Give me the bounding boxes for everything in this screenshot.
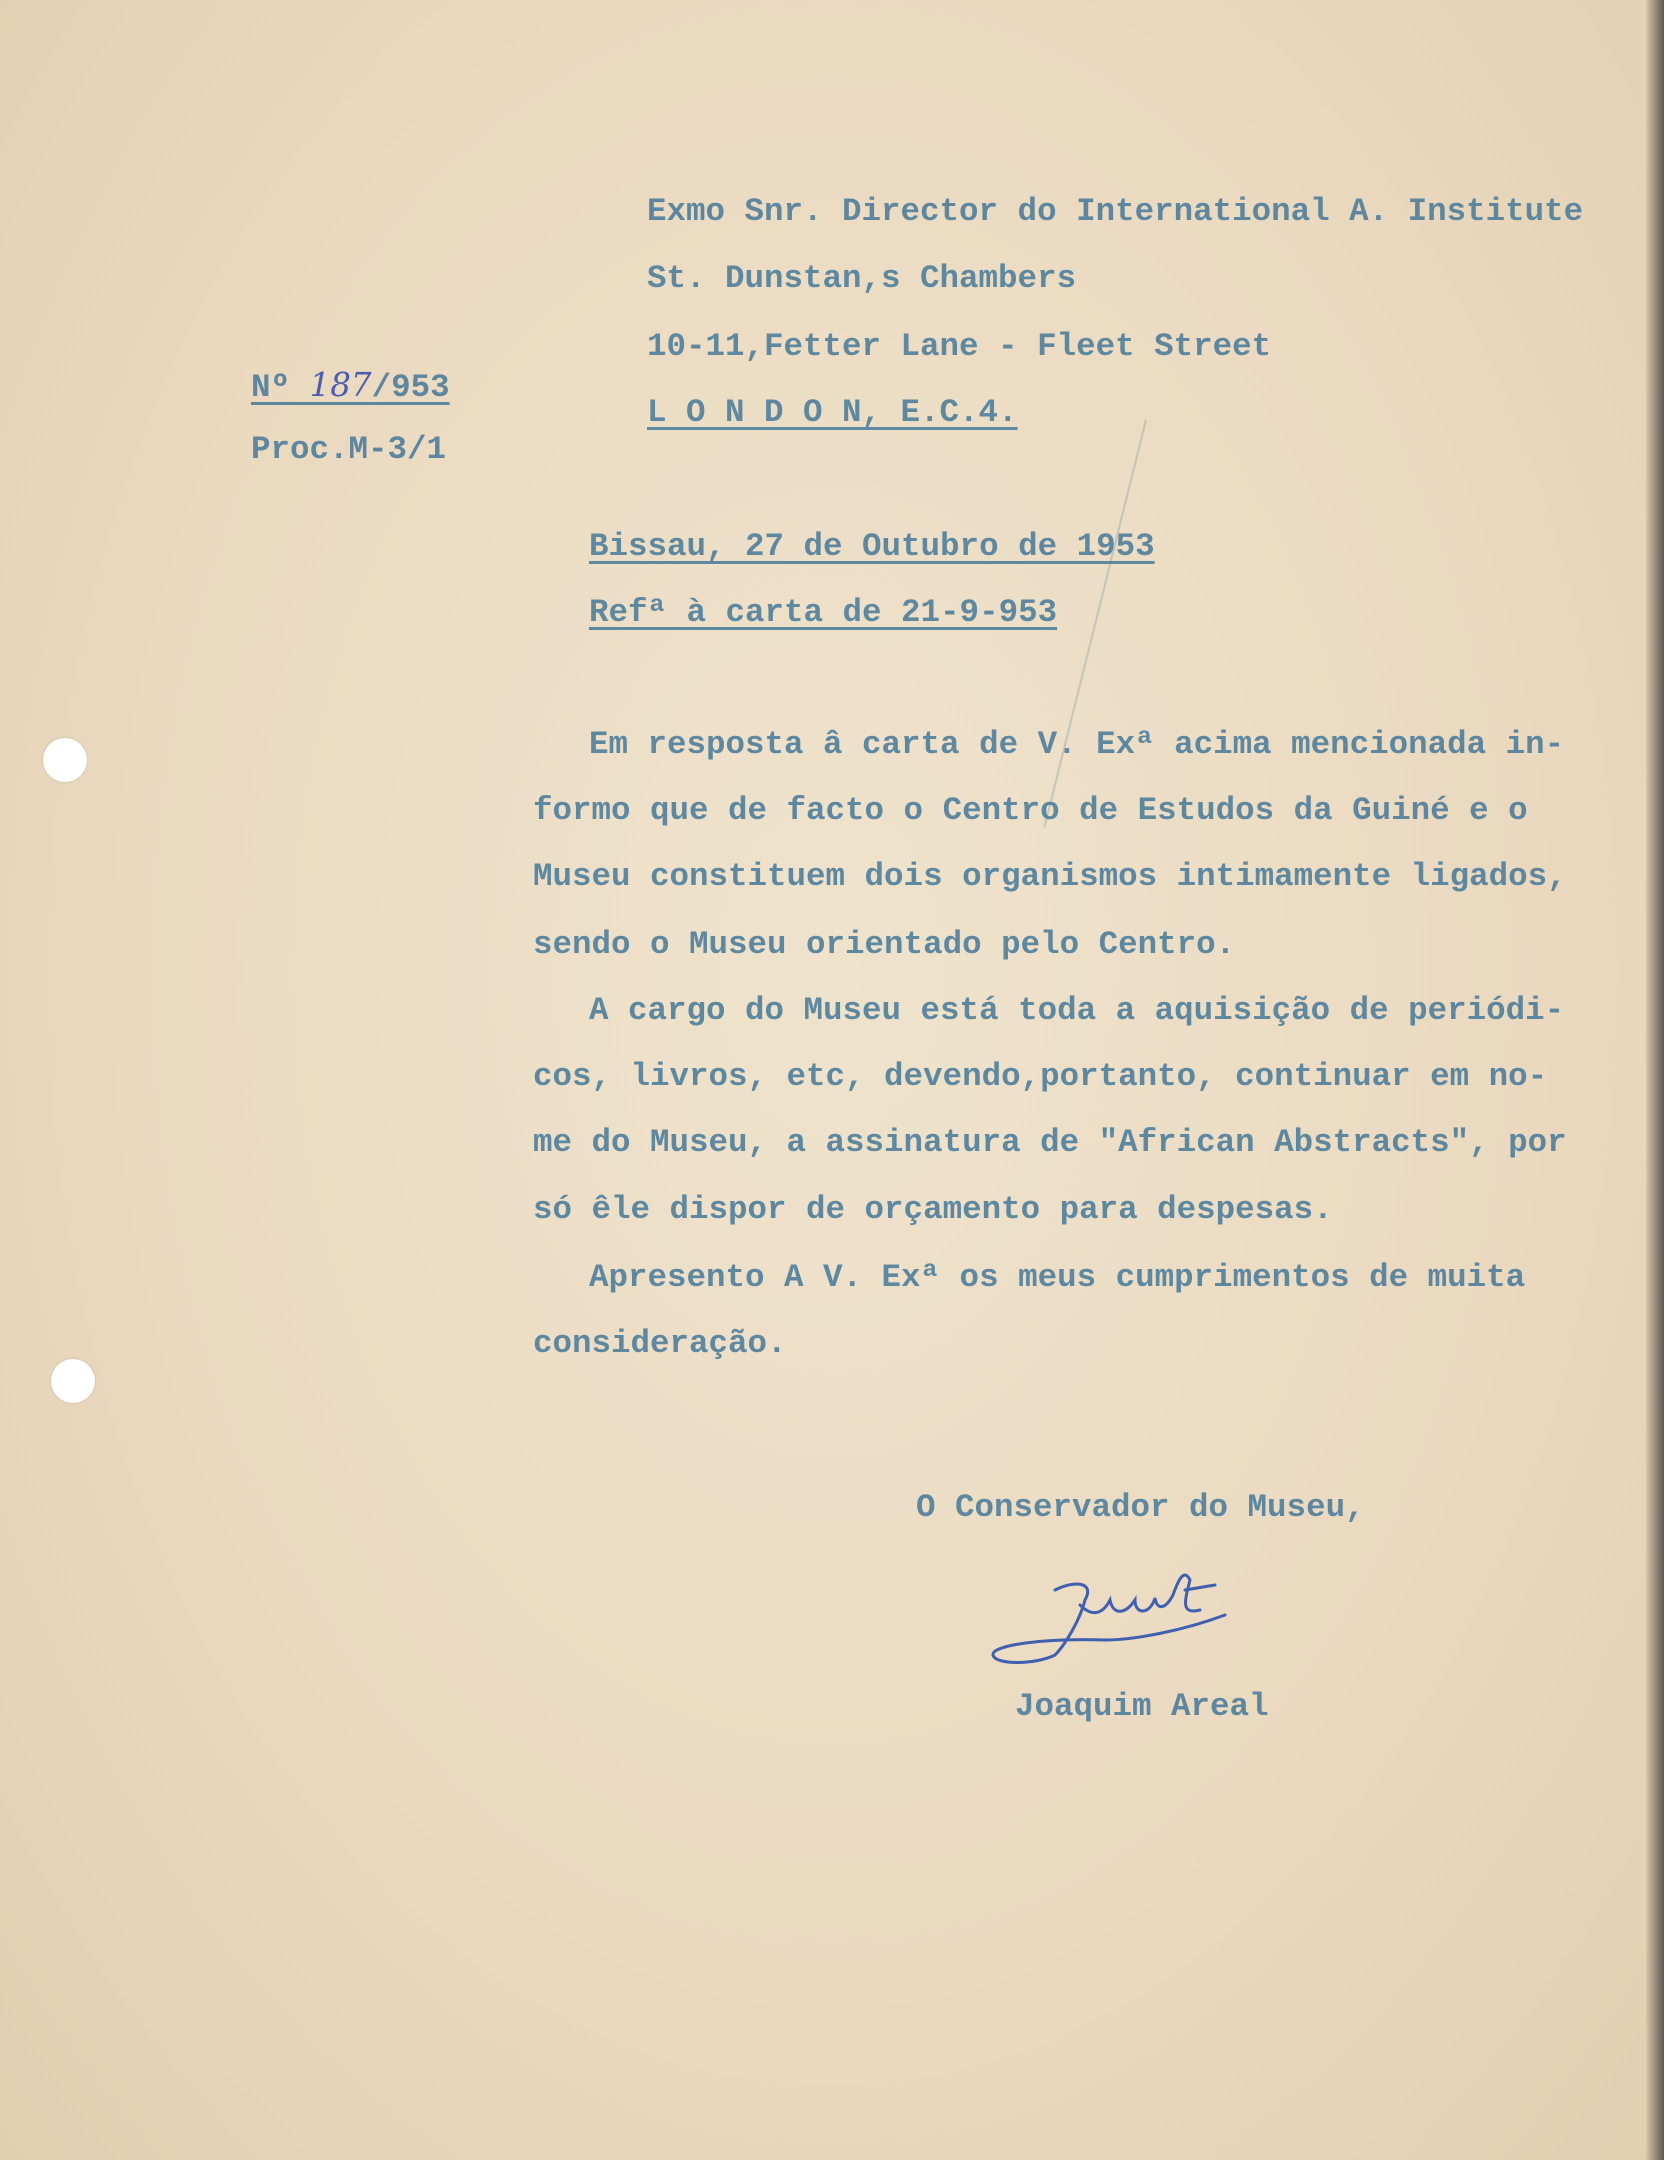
body-line: cos, livros, etc, devendo,portanto, continuar em no- (533, 1058, 1548, 1095)
page-edge (1646, 0, 1664, 2160)
proc-number: Proc.M-3/1 (251, 431, 447, 468)
signature (985, 1560, 1245, 1680)
body-line: sendo o Museu orientado pelo Centro. (533, 926, 1236, 963)
address-line: Exmo Snr. Director do International A. Institute (647, 193, 1584, 230)
punch-hole (43, 738, 87, 782)
body-line: A cargo do Museu está toda a aquisição de periódi- (589, 992, 1565, 1029)
body-line: me do Museu, a assinatura de "African Abstracts", por (533, 1124, 1567, 1161)
reference-number (251, 365, 450, 408)
paper-crease (1043, 420, 1147, 828)
body-line: Em resposta â carta de V. Exª acima mencionada in- (589, 726, 1565, 763)
letter-reference: Refª à carta de 21-9-953 (589, 594, 1058, 631)
number-prefix: Nº (251, 369, 310, 406)
body-line: consideração. (533, 1325, 787, 1362)
address-line: L O N D O N, E.C.4. (647, 394, 1018, 431)
body-line: Museu constituem dois organismos intimamente ligados, (533, 858, 1567, 895)
place-date: Bissau, 27 de Outubro de 1953 (589, 528, 1155, 565)
closing-title: O Conservador do Museu, (916, 1489, 1365, 1526)
body-line: Apresento A V. Exª os meus cumprimentos de muita (589, 1259, 1526, 1296)
address-line: 10-11,Fetter Lane - Fleet Street (647, 328, 1272, 365)
punch-hole (51, 1359, 95, 1403)
signatory-name: Joaquim Areal (1015, 1688, 1269, 1725)
number-year: /953 (371, 369, 450, 406)
body-line: só êle dispor de orçamento para despesas. (533, 1191, 1333, 1228)
handwritten-number: 187 (309, 366, 372, 404)
body-line: formo que de facto o Centro de Estudos da Guiné e o (533, 792, 1528, 829)
address-line: St. Dunstan,s Chambers (647, 260, 1077, 297)
